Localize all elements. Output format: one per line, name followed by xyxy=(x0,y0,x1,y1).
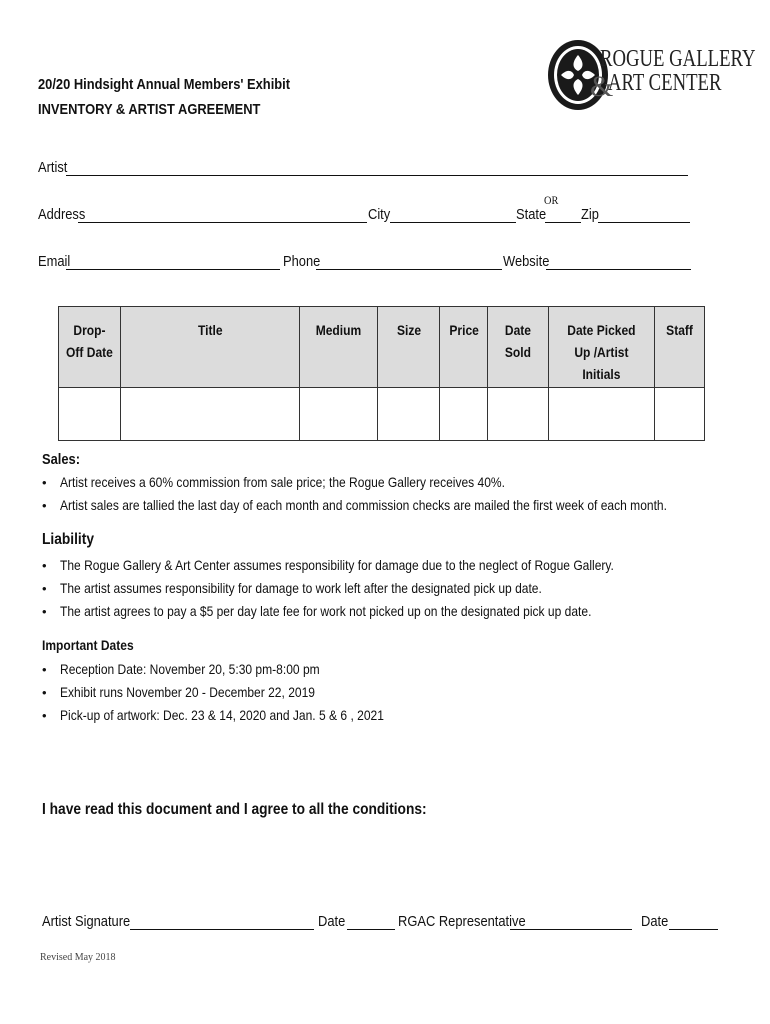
date2-label: Date xyxy=(641,913,669,930)
logo-text-art-center: ART CENTER xyxy=(608,70,722,96)
inventory-table xyxy=(58,306,705,441)
rgac-representative-label: RGAC Representative xyxy=(398,913,526,930)
table-header-row xyxy=(59,307,705,388)
document-title: 20/20 Hindsight Annual Members' Exhibit xyxy=(38,76,291,93)
table-row xyxy=(59,388,705,441)
city-label: City xyxy=(368,206,391,223)
cell-medium[interactable] xyxy=(300,388,378,441)
state-field[interactable] xyxy=(545,222,581,223)
website-field[interactable] xyxy=(546,269,691,270)
address-label: Address xyxy=(38,206,86,223)
date-label: Date xyxy=(318,913,346,930)
cell-size[interactable] xyxy=(378,388,440,441)
address-field[interactable] xyxy=(78,222,367,223)
list-item: • Artist sales are tallied the last day of each month and commission checks are mailed the first week of each month. xyxy=(42,494,766,517)
cell-title[interactable] xyxy=(120,388,300,441)
cell-date-sold[interactable] xyxy=(488,388,549,441)
list-item: • Reception Date: November 20, 5:30 pm-8:00 pm xyxy=(42,658,437,681)
zip-field[interactable] xyxy=(598,222,690,223)
col-header-price: Price xyxy=(440,307,488,388)
list-item: • Pick-up of artwork: Dec. 23 & 14, 2020 and Jan. 5 & 6 , 2021 xyxy=(42,704,437,727)
state-label: State xyxy=(516,206,547,223)
artist-signature-field[interactable] xyxy=(130,929,314,930)
list-item: • The Rogue Gallery & Art Center assumes responsibility for damage due to the neglect of Rogue Gallery. xyxy=(42,554,704,577)
phone-label: Phone xyxy=(283,253,321,270)
col-header-staff: Staff xyxy=(654,307,704,388)
artist-signature-label: Artist Signature xyxy=(42,913,131,930)
agreement-statement: I have read this document and I agree to all the conditions: xyxy=(42,801,427,818)
phone-field[interactable] xyxy=(316,269,502,270)
list-item: • The artist assumes responsibility for damage to work left after the designated pick up date. xyxy=(42,577,704,600)
document-subtitle: INVENTORY & ARTIST AGREEMENT xyxy=(38,101,261,118)
cell-dropoff[interactable] xyxy=(59,388,121,441)
artist-label: Artist xyxy=(38,159,68,176)
important-dates-list xyxy=(42,658,437,727)
col-header-size: Size xyxy=(378,307,440,388)
email-label: Email xyxy=(38,253,71,270)
cell-staff[interactable] xyxy=(654,388,704,441)
col-header-date-picked-up: Date Picked Up /Artist Initials xyxy=(549,307,655,388)
important-dates-heading: Important Dates xyxy=(42,637,134,653)
date-field[interactable] xyxy=(347,929,395,930)
liability-heading: Liability xyxy=(42,531,94,548)
col-header-title: Title xyxy=(120,307,300,388)
cell-price[interactable] xyxy=(440,388,488,441)
website-label: Website xyxy=(503,253,550,270)
revised-note: Revised May 2018 xyxy=(40,952,116,963)
list-item: • Artist receives a 60% commission from sale price; the Rogue Gallery receives 40%. xyxy=(42,471,766,494)
cell-date-picked-up[interactable] xyxy=(549,388,655,441)
col-header-medium: Medium xyxy=(300,307,378,388)
sales-list xyxy=(42,471,766,517)
or-note: OR xyxy=(544,193,559,207)
list-item: • The artist agrees to pay a $5 per day late fee for work not picked up on the designated pick up date. xyxy=(42,600,704,623)
city-field[interactable] xyxy=(390,222,516,223)
logo-ampersand: & xyxy=(590,70,614,103)
col-header-date-sold: Date Sold xyxy=(488,307,549,388)
rgac-representative-field[interactable] xyxy=(510,929,632,930)
sales-heading: Sales: xyxy=(42,451,81,468)
list-item: • Exhibit runs November 20 - December 22, 2019 xyxy=(42,681,437,704)
artist-field[interactable] xyxy=(66,175,688,176)
zip-label: Zip xyxy=(581,206,599,223)
liability-list xyxy=(42,554,704,623)
email-field[interactable] xyxy=(66,269,280,270)
logo-text-rogue-gallery: ROGUE GALLERY xyxy=(600,46,756,72)
col-header-dropoff: Drop-Off Date xyxy=(59,307,121,388)
date2-field[interactable] xyxy=(669,929,718,930)
